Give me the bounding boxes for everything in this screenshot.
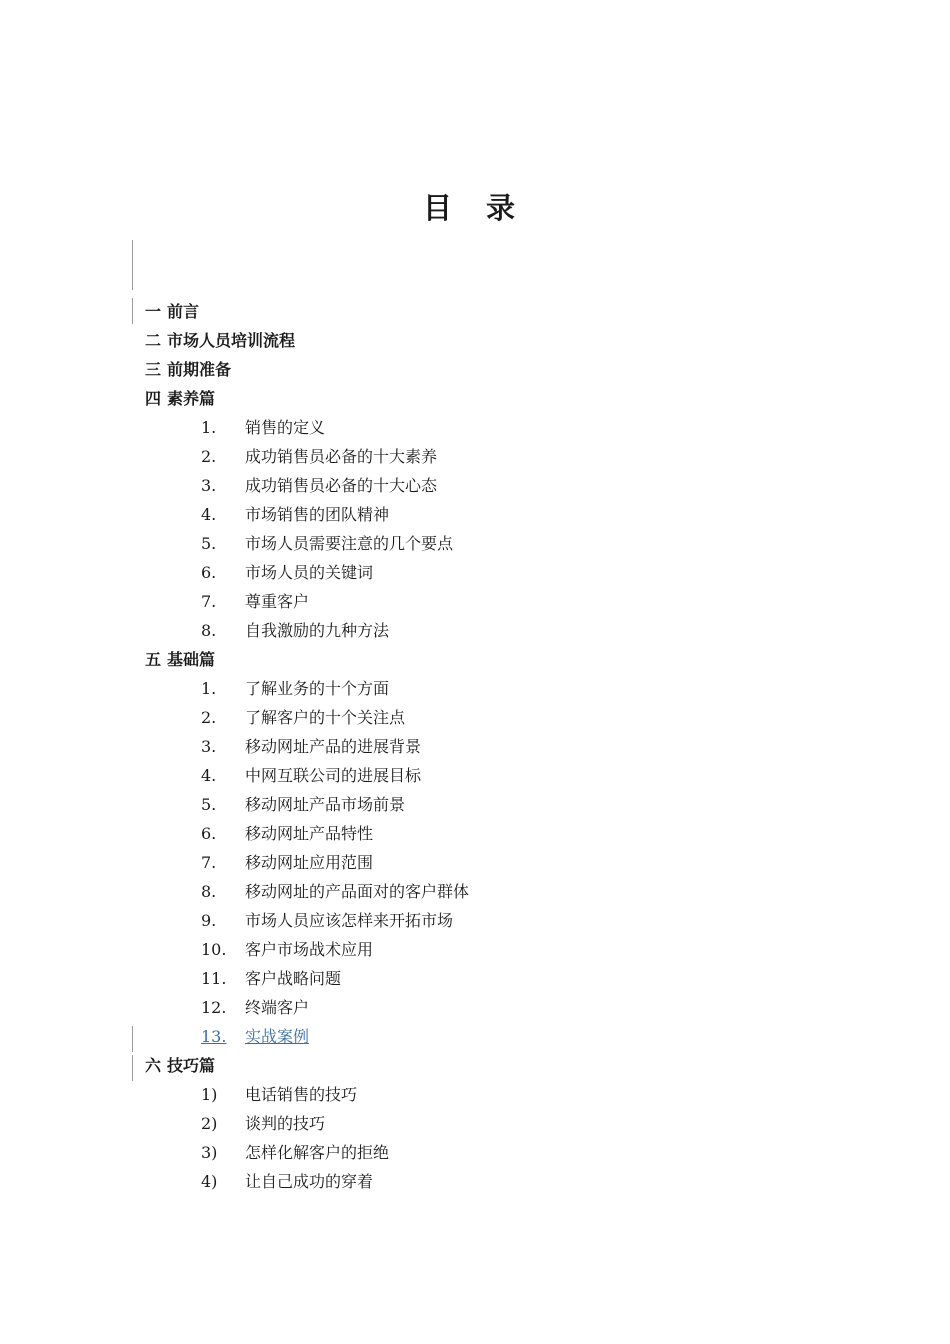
toc-item[interactable] (0, 558, 950, 587)
toc-item[interactable] (0, 761, 950, 790)
item-number: 4. (201, 505, 217, 524)
section-number: 五 (145, 650, 162, 669)
section-title: 前期准备 (167, 360, 232, 379)
item-number: 12. (201, 998, 227, 1017)
section-title: 市场人员培训流程 (167, 331, 296, 350)
toc-section-preparation[interactable] (0, 355, 950, 384)
section-title: 基础篇 (167, 650, 216, 669)
toc-item[interactable] (0, 471, 950, 500)
toc-item[interactable] (0, 703, 950, 732)
section-title: 素养篇 (167, 389, 216, 408)
item-number: 3. (201, 476, 217, 495)
item-text: 市场人员的关键词 (245, 563, 374, 582)
item-text: 怎样化解客户的拒绝 (245, 1143, 390, 1162)
item-text: 谈判的技巧 (245, 1114, 326, 1133)
toc-item[interactable] (0, 906, 950, 935)
item-number: 1. (201, 418, 217, 437)
toc-item[interactable] (0, 732, 950, 761)
toc-section-skills[interactable] (0, 1051, 950, 1080)
toc-item[interactable] (0, 500, 950, 529)
toc-item[interactable] (0, 442, 950, 471)
item-number: 3) (201, 1143, 218, 1162)
toc-item[interactable] (0, 1138, 950, 1167)
item-number: 2. (201, 708, 217, 727)
item-number: 2. (201, 447, 217, 466)
item-text: 移动网址产品的进展背景 (245, 737, 422, 756)
item-text: 成功销售员必备的十大素养 (245, 447, 438, 466)
item-number: 9. (201, 911, 217, 930)
item-number: 4) (201, 1172, 218, 1191)
item-text: 市场人员需要注意的几个要点 (245, 534, 454, 553)
toc-item[interactable] (0, 848, 950, 877)
item-text: 移动网址的产品面对的客户群体 (245, 882, 470, 901)
toc-item[interactable] (0, 674, 950, 703)
section-number: 一 (145, 302, 162, 321)
item-text: 让自己成功的穿着 (245, 1172, 374, 1191)
toc-item[interactable] (0, 616, 950, 645)
item-number: 5. (201, 795, 217, 814)
toc-section-qualities[interactable] (0, 384, 950, 413)
toc-section-preface[interactable] (0, 297, 950, 326)
item-number: 4. (201, 766, 217, 785)
section-number: 三 (145, 360, 162, 379)
item-text: 尊重客户 (245, 592, 310, 611)
toc-item[interactable] (0, 964, 950, 993)
item-text: 电话销售的技巧 (245, 1085, 358, 1104)
item-number: 7. (201, 592, 217, 611)
toc-item[interactable] (0, 529, 950, 558)
item-number: 7. (201, 853, 217, 872)
item-text: 了解客户的十个关注点 (245, 708, 406, 727)
change-bar-top (132, 240, 133, 290)
item-text: 客户市场战术应用 (245, 940, 374, 959)
toc-item[interactable] (0, 790, 950, 819)
toc-item[interactable] (0, 819, 950, 848)
item-text: 成功销售员必备的十大心态 (245, 476, 438, 495)
item-number: 6. (201, 824, 217, 843)
item-text: 销售的定义 (245, 418, 326, 437)
item-text: 客户战略问题 (245, 969, 342, 988)
table-of-contents (0, 297, 950, 1196)
item-text: 自我激励的九种方法 (245, 621, 390, 640)
item-number: 13. (201, 1027, 227, 1046)
item-text: 终端客户 (245, 998, 310, 1017)
section-number: 四 (145, 389, 162, 408)
toc-item[interactable] (0, 1167, 950, 1196)
item-number: 2) (201, 1114, 218, 1133)
toc-item[interactable] (0, 1080, 950, 1109)
toc-item[interactable] (0, 877, 950, 906)
item-number: 3. (201, 737, 217, 756)
toc-item[interactable] (0, 1109, 950, 1138)
toc-section-training-flow[interactable] (0, 326, 950, 355)
item-text: 市场销售的团队精神 (245, 505, 390, 524)
toc-item[interactable] (0, 993, 950, 1022)
toc-item-link[interactable] (0, 1022, 950, 1051)
section-title: 技巧篇 (167, 1056, 216, 1075)
item-text: 移动网址应用范围 (245, 853, 374, 872)
item-number: 1) (201, 1085, 218, 1104)
item-number: 1. (201, 679, 217, 698)
item-text: 移动网址产品市场前景 (245, 795, 406, 814)
item-text: 移动网址产品特性 (245, 824, 374, 843)
toc-section-basics[interactable] (0, 645, 950, 674)
section-number: 六 (145, 1056, 162, 1075)
item-number: 11. (201, 969, 227, 988)
section-title: 前言 (167, 302, 200, 321)
toc-item[interactable] (0, 413, 950, 442)
item-number: 6. (201, 563, 217, 582)
item-number: 8. (201, 621, 217, 640)
toc-item[interactable] (0, 587, 950, 616)
item-number: 8. (201, 882, 217, 901)
page-title: 目 录 (422, 191, 528, 225)
toc-item[interactable] (0, 935, 950, 964)
item-number: 5. (201, 534, 217, 553)
item-text: 市场人员应该怎样来开拓市场 (245, 911, 454, 930)
item-text: 中网互联公司的进展目标 (245, 766, 422, 785)
item-text: 了解业务的十个方面 (245, 679, 390, 698)
item-text: 实战案例 (245, 1027, 310, 1046)
item-number: 10. (201, 940, 227, 959)
section-number: 二 (145, 331, 162, 350)
